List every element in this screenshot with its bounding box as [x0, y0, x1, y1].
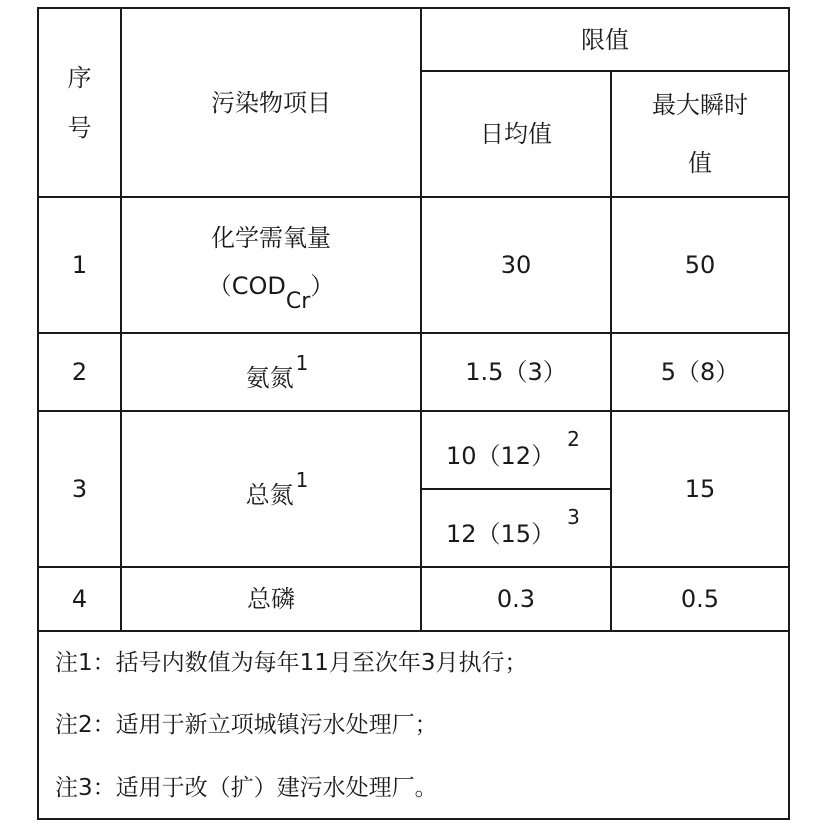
row2-seq: [39, 334, 120, 410]
row3-peak-value: 15: [684, 475, 716, 503]
row3-item: [122, 412, 420, 566]
row4-peak: [612, 568, 788, 630]
row1-daily-value: 30: [500, 251, 532, 279]
header-seq: [39, 9, 120, 196]
row2-item-text: [245, 351, 309, 392]
row4-daily-value: 0.3: [496, 585, 536, 613]
row1-item-line2: [207, 271, 335, 314]
row1-item-line1: 化学需氧量: [210, 223, 331, 252]
row1-seq: [39, 198, 120, 332]
row1-peak: [612, 198, 788, 332]
row3-daily-a-value: 10（12）: [446, 442, 556, 470]
row2-peak-value: 5（8）: [660, 358, 740, 386]
row4-seq: [39, 568, 120, 630]
header-peak-line2: 值: [688, 149, 712, 177]
row3-daily-a: [422, 412, 610, 488]
row3-daily-a-sup: 2: [567, 427, 580, 451]
row4-item: [122, 568, 420, 630]
row2-item-sup: 1: [295, 351, 309, 375]
row3-daily-b-value: 12（15）: [446, 520, 556, 548]
row3-daily-b-text: [446, 505, 580, 548]
row1-peak-value: 50: [684, 251, 716, 279]
row1-seq-value: 1: [71, 251, 88, 279]
row2-item-label: 氨氮: [245, 364, 294, 392]
row3-seq: [39, 412, 120, 566]
header-seq-line2: 号: [67, 113, 92, 142]
note-1: 注1：括号内数值为每年11月至次年3月执行；: [55, 650, 528, 676]
header-limit: [422, 9, 788, 70]
header-daily: [422, 72, 610, 196]
row4-daily: [422, 568, 610, 630]
row4-seq-value: 4: [71, 585, 88, 613]
row2-daily-value: 1.5（3）: [465, 358, 567, 386]
header-peak: [612, 72, 788, 196]
row2-peak: [612, 334, 788, 410]
row1-item: [122, 198, 420, 332]
row1-item-sub: Cr: [285, 288, 311, 314]
row3-daily-b: [422, 490, 610, 566]
row2-seq-value: 2: [71, 358, 88, 386]
header-daily-label: 日均值: [480, 120, 552, 148]
header-item: [122, 9, 420, 196]
row3-daily-b-sup: 3: [567, 505, 580, 529]
row3-daily-a-text: [446, 427, 580, 470]
row2-daily: [422, 334, 610, 410]
row2-item: [122, 334, 420, 410]
note-2: 注2：适用于新立项城镇污水处理厂；: [55, 712, 438, 738]
row1-item-open: （COD: [207, 271, 286, 300]
divider: [37, 630, 790, 632]
row1-item-close: ）: [310, 271, 335, 300]
row3-item-label: 总氮: [245, 481, 294, 509]
header-limit-label: 限值: [581, 25, 629, 54]
row4-peak-value: 0.5: [680, 585, 720, 613]
row1-daily: [422, 198, 610, 332]
header-peak-line1: 最大瞬时: [652, 91, 748, 119]
row3-item-sup: 1: [295, 468, 309, 492]
header-item-label: 污染物项目: [211, 88, 331, 117]
row3-peak: [612, 412, 788, 566]
note-3: 注3：适用于改（扩）建污水处理厂。: [55, 775, 438, 801]
row3-seq-value: 3: [71, 475, 88, 503]
header-seq-line1: 序: [67, 63, 92, 92]
row3-item-text: [245, 468, 309, 509]
row4-item-label: 总磷: [247, 585, 295, 613]
